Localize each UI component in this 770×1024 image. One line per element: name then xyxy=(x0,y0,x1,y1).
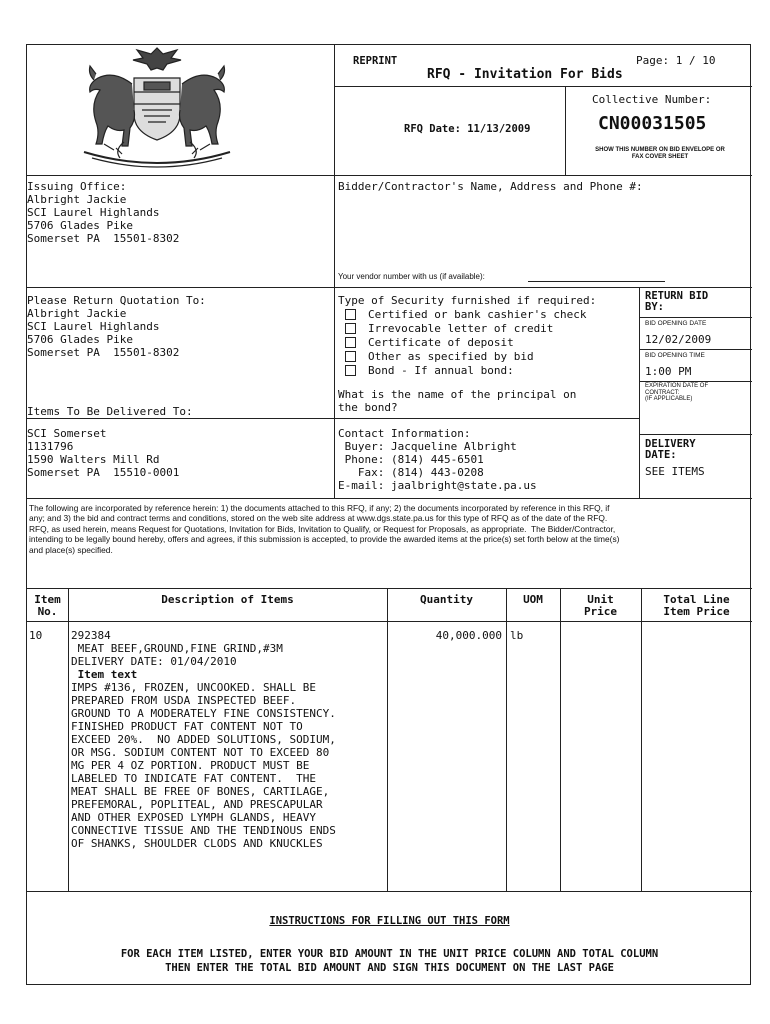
instructions-title: INSTRUCTIONS FOR FILLING OUT THIS FORM xyxy=(269,915,510,927)
row-uom: lb xyxy=(510,629,524,642)
header-unit-price: Unit Price xyxy=(583,593,618,618)
header-total-price: Total Line Item Price xyxy=(663,593,730,618)
instructions-line-1: FOR EACH ITEM LISTED, ENTER YOUR BID AMOUNT IN THE UNIT PRICE COLUMN AND TOTAL COLUMN xyxy=(120,948,659,960)
contact-label: Contact Information: xyxy=(338,427,471,440)
issuing-office-line: Somerset PA 15501-8302 xyxy=(27,232,180,245)
contact-email: E-mail: jaalbright@state.pa.us xyxy=(338,479,537,492)
rfq-date: RFQ Date: 11/13/2009 xyxy=(404,123,531,135)
contact-fax: Fax: (814) 443-0208 xyxy=(338,466,484,479)
page-indicator: Page: 1 / 10 xyxy=(636,54,716,67)
security-option[interactable]: Certified or bank cashier's check xyxy=(345,308,587,321)
delivery-date-value: SEE ITEMS xyxy=(645,465,705,478)
header-description: Description of Items xyxy=(161,593,294,606)
vendor-number-field[interactable] xyxy=(528,281,665,282)
rfq-form xyxy=(26,44,751,985)
checkbox-certificate-deposit[interactable] xyxy=(345,337,356,348)
legal-text: The following are incorporated by reference herein: 1) the documents attached to this RFQ, if any; 2) the documents incorporated by reference in this RFQ, if any; and 3) the bid and contract terms and conditions, stored on the web site address at www.dgs.state.pa.us for this type of RFQ as of the date of the RFQ. RFQ, as used herein, means Request for Quotations, Invitation for Bids, Invitation to Qualify, or Request for Proposals, as appropriate. The Bidder/Contractor, intending to be legally bound hereby, offers and agrees, if this submission is accepted, to provide the awarded items at the price(s) set forth below at the time(s) and place(s) specified. xyxy=(29,503,620,555)
collective-number-label: Collective Number: xyxy=(592,93,712,106)
security-option[interactable]: Other as specified by bid xyxy=(345,350,587,363)
reprint-label: REPRINT xyxy=(353,55,398,67)
bid-opening-time-label: BID OPENING TIME xyxy=(645,352,705,359)
vendor-number-label: Your vendor number with us (if available): xyxy=(338,272,485,281)
issuing-office-line: SCI Laurel Highlands xyxy=(27,206,160,219)
collective-number: CN00031505 xyxy=(598,113,707,134)
bond-question: What is the name of the principal on the bond? xyxy=(338,388,577,414)
return-to-line: Somerset PA 15501-8302 xyxy=(27,346,180,359)
delivery-date-label: DELIVERY DATE: xyxy=(645,438,696,461)
return-to-section xyxy=(27,294,206,359)
delivered-to-label: Items To Be Delivered To: xyxy=(27,405,193,418)
row-description: 292384 MEAT BEEF,GROUND,FINE GRIND,#3M DELIVERY DATE: 01/04/2010 Item text IMPS #136, FROZEN, UNCOOKED. SHALL BE PREPARED FROM USDA INSPECTED BEEF. GROUND TO A MODERATELY FINE CONSISTENCY. FINISHED PRODUCT FAT CONTENT NOT TO EXCEED 20%. NO ADDED SOLUTIONS, SODIUM, OR MSG. SODIUM CONTENT NOT TO EXCEED 80 MG PER 4 OZ PORTION. PRODUCT MUST BE LABELED TO INDICATE FAT CONTENT. THE MEAT SHALL BE FREE OF BONES, CARTILAGE, PREFEMORAL, POPLITEAL, AND PRESCAPULAR AND OTHER EXPOSED LYMPH GLANDS, HEAVY CONNECTIVE TISSUE AND THE TENDINOUS ENDS OF SHANKS, SHOULDER CLODS AND KNUCKLES xyxy=(71,629,336,850)
bidder-label: Bidder/Contractor's Name, Address and Phone #: xyxy=(338,180,643,193)
issuing-office-section xyxy=(27,180,179,245)
delivered-to-line: 1131796 xyxy=(27,440,74,453)
delivered-to-line: 1590 Walters Mill Rd xyxy=(27,453,160,466)
row-item-no: 10 xyxy=(29,629,43,642)
show-number-note: SHOW THIS NUMBER ON BID ENVELOPE OR FAX COVER SHEET xyxy=(595,147,725,160)
security-option[interactable]: Bond - If annual bond: xyxy=(345,364,587,377)
instructions-line-2: THEN ENTER THE TOTAL BID AMOUNT AND SIGN THIS DOCUMENT ON THE LAST PAGE xyxy=(165,962,614,974)
issuing-office-line: 5706 Glades Pike xyxy=(27,219,133,232)
expiration-date-label: EXPIRATION DATE OF CONTRACT: (IF APPLICABLE) xyxy=(645,383,709,402)
security-label: Type of Security furnished if required: xyxy=(338,294,597,307)
security-option[interactable]: Certificate of deposit xyxy=(345,336,587,349)
delivered-to-line: SCI Somerset xyxy=(27,427,107,440)
delivered-to-section xyxy=(27,427,179,479)
return-to-line: Albright Jackie xyxy=(27,307,127,320)
return-bid-label: RETURN BID BY: xyxy=(645,290,709,313)
bid-opening-date-label: BID OPENING DATE xyxy=(645,320,707,327)
contact-buyer: Buyer: Jacqueline Albright xyxy=(338,440,517,453)
security-option[interactable]: Irrevocable letter of credit xyxy=(345,322,587,335)
delivered-to-line: Somerset PA 15510-0001 xyxy=(27,466,180,479)
page-title: RFQ - Invitation For Bids xyxy=(427,67,623,82)
header-quantity: Quantity xyxy=(420,593,473,606)
header-item-no: Item No. xyxy=(34,593,61,618)
return-to-line: 5706 Glades Pike xyxy=(27,333,133,346)
checkbox-certified[interactable] xyxy=(345,309,356,320)
security-options xyxy=(345,308,587,377)
header-uom: UOM xyxy=(523,593,543,606)
checkbox-letter-of-credit[interactable] xyxy=(345,323,356,334)
contact-phone: Phone: (814) 445-6501 xyxy=(338,453,484,466)
contact-section xyxy=(338,427,537,492)
return-to-line: SCI Laurel Highlands xyxy=(27,320,160,333)
return-to-label: Please Return Quotation To: xyxy=(27,294,206,307)
checkbox-other[interactable] xyxy=(345,351,356,362)
checkbox-bond[interactable] xyxy=(345,365,356,376)
issuing-office-label: Issuing Office: xyxy=(27,180,127,193)
issuing-office-line: Albright Jackie xyxy=(27,193,127,206)
bid-opening-date: 12/02/2009 xyxy=(645,333,712,346)
row-quantity: 40,000.000 xyxy=(435,629,502,642)
bid-opening-time: 1:00 PM xyxy=(645,365,692,378)
